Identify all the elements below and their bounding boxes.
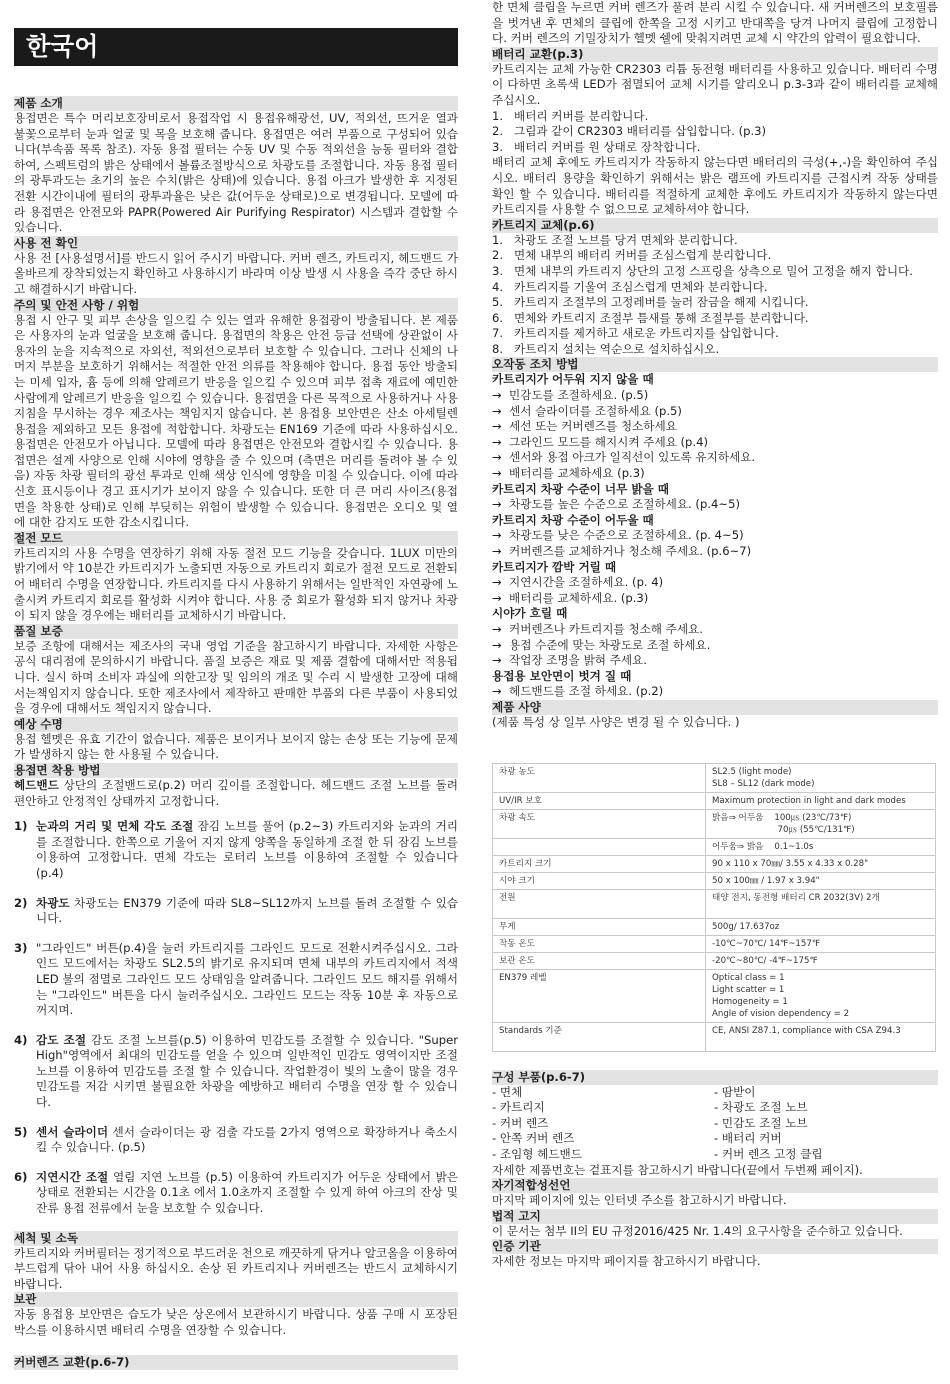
spec-value: [706, 872, 936, 889]
item-text: 그림과 같이 CR2303 배터리를 삽입합니다. (p.3): [514, 124, 767, 139]
arrow-icon: →: [492, 497, 502, 512]
trouble-item-text: 센서 슬라이더를 조절하세요 (p.5): [509, 403, 682, 418]
spec-value-line: SL2.5 (light mode): [712, 766, 792, 777]
spec-value: [706, 969, 936, 1022]
sleep-text: 카트리지의 사용 수명을 연장하기 위해 자동 절전 모드 기능을 갖습니다. 1LUX 미만의 밝기에서 약 10분간 카트리지가 노출되면 자동으로 카트리지 회로가 절전 모드로 전환되어 배터리 수명을 연장합니다. 카트리지를 다시 사용하기 위해서는 일반적인 자연광에 노출시켜 카트리지 회로를 활성화 시켜야 합니다. 사용 중 회로가 활성화 되지 않거나 차광이 되지 않을 경우에는 배터리를 교체하시기 바랍니다.: [14, 545, 458, 623]
step-text: 감도 조절 노브를(p.5) 이용하여 민감도를 조절할 수 있습니다. "Super High"영역에서 최대의 민감도를 얻을 수 있으며 일반적인 민감도 영역이지만 조절 노브를 이용하여 민감도를 조절 할 수 있습니다. 작업환경이 빛의 노출이 많을 경우 민감도를 저감 시키면 불필요한 차광을 예방하고 배터리 수명을 연장 할 수 있습니다.: [36, 1032, 458, 1110]
part-item: - 커버 렌즈 고정 클립: [714, 1146, 823, 1161]
step-number: 6): [14, 1169, 28, 1184]
section-heading-troubleshooting: 오작동 조치 방법: [492, 357, 938, 372]
trouble-item-text: 민감도를 조절하세요. (p.5): [509, 388, 649, 403]
spec-key: Standards 기준: [493, 1022, 706, 1051]
item-text: 면체 내부의 배터리 커버를 조심스럽게 분리합니다.: [514, 248, 772, 263]
spec-table: [492, 763, 936, 1052]
step-label: 지연시간 조절: [36, 1169, 109, 1184]
step-number: 2): [14, 895, 28, 910]
item-number: 5.: [492, 295, 504, 310]
cover-lens-text: 한 면체 클립을 누르면 커버 렌즈가 풀려 분리 시킬 수 있습니다. 새 커버렌즈의 보호필름을 벗겨낸 후 면체의 클립에 한쪽을 고정 시키고 반대쪽을 당겨 나머지 클립에 고정합니다. 커버 렌즈의 기밀장치가 헬멧 쉘에 맞춰지려면 교체 시 약간의 압력이 필요합니다.: [492, 0, 938, 46]
trouble-heading: 카트리지가 어두워 지지 않을 때: [492, 372, 654, 387]
parts-note: 자세한 제품번호는 겉표지를 참고하시기 바랍니다(끝에서 두번째 페이지).: [492, 1162, 863, 1177]
spec-key: 시야 크기: [493, 872, 706, 889]
spec-row: [493, 918, 936, 935]
step-number: 1): [14, 819, 28, 834]
step-text: 잠김 노브를 풀어 (p.2~3) 카트리지와 눈과의 거리를 조절합니다. 한쪽으로 기울어 지지 않게 양쪽을 동일하게 조절 한 뒤 잠김 노브를 이용하여 고정합니다. 면체 각도는 로터리 노브를 이용하여 조절할 수 있습니다(p.4): [36, 819, 459, 880]
part-item: - 배터리 커버: [714, 1131, 782, 1146]
spec-value: [706, 838, 936, 855]
declaration-text: 마지막 페이지에 있는 인터넷 주소를 참고하시기 바랍니다.: [492, 1193, 787, 1208]
trouble-item-text: 헤드밴드를 조절 하세요. (p.2): [509, 684, 664, 699]
spec-key: UV/IR 보호: [493, 792, 706, 809]
spec-value-line: Homogeneity = 1: [712, 996, 788, 1007]
spec-value: [706, 889, 936, 918]
arrow-icon: →: [492, 466, 502, 481]
spec-value: [706, 1022, 936, 1051]
headband-text: [14, 778, 458, 809]
parts-list: [492, 1085, 938, 1163]
step-body: [36, 896, 458, 927]
trouble-item: [492, 388, 938, 404]
trouble-item-text: 그라인드 모드를 해지시켜 주세요 (p.4): [509, 434, 709, 449]
step-body: [36, 819, 458, 881]
spec-value-line: SL8 – SL12 (dark mode): [712, 778, 815, 789]
step-number: 5): [14, 1124, 28, 1139]
wearing-step: [14, 819, 458, 881]
item-number: 2.: [492, 248, 504, 263]
trouble-item-text: 커버렌즈나 카트리지를 청소해 주세요.: [509, 621, 703, 636]
wearing-step: [14, 1170, 458, 1217]
item-number: 3.: [492, 139, 504, 154]
spec-key: [493, 838, 706, 855]
list-item: [492, 295, 938, 311]
arrow-icon: →: [492, 637, 502, 652]
trouble-item: [492, 419, 938, 435]
step-label: 감도 조절: [36, 1032, 87, 1047]
spec-value-line: CE, ANSI Z87.1, compliance with CSA Z94.3: [712, 1025, 901, 1036]
section-heading-cleaning: 세척 및 소독: [14, 1231, 458, 1246]
list-item: [492, 140, 938, 156]
spec-value: [706, 952, 936, 969]
arrow-icon: →: [492, 684, 502, 699]
step-body: [36, 1033, 458, 1111]
part-item: - 민감도 조절 노브: [714, 1115, 808, 1130]
spec-row: [493, 889, 936, 918]
step-text: 차광도는 EN379 기준에 따라 SL8~SL12까지 노브를 돌려 조절할 수 있습니다.: [36, 895, 458, 926]
spec-key: 전원: [493, 889, 706, 918]
list-item: [492, 248, 938, 264]
item-number: 1.: [492, 232, 504, 247]
step-text: 열림 지연 노브를 (p.5) 이용하여 카트리지가 어두운 상태에서 밝은 상태로 전환되는 시간을 0.1초 에서 1.0초까지 조절할 수 있게 하여 아크의 잔상 및 잔류 용접 전류에서 눈을 보호할 수 있습니다.: [36, 1169, 458, 1216]
list-item: [492, 233, 938, 249]
item-number: 7.: [492, 326, 504, 341]
list-item: [492, 124, 938, 140]
cleaning-text: 카트리지와 커버필터는 정기적으로 부드러운 천으로 깨끗하게 닦거나 알코올을 이용하여 부드럽게 닦아 내어 사용 하십시오. 손상 된 카트리지나 커버렌즈는 반드시 교체하시기 바랍니다.: [14, 1245, 458, 1291]
spec-row: [493, 792, 936, 809]
list-item: [492, 280, 938, 296]
trouble-item: [492, 404, 938, 420]
step-label: 센서 슬라이더: [36, 1124, 109, 1139]
trouble-item: [492, 497, 938, 513]
step-body: [36, 941, 458, 1019]
spec-row: [493, 935, 936, 952]
trouble-heading: 카트리지 차광 수준이 너무 밝을 때: [492, 481, 669, 496]
arrow-icon: →: [492, 403, 502, 418]
spec-value: [706, 918, 936, 935]
step-label: 눈과의 거리 및 면체 각도 조절: [36, 819, 194, 834]
section-heading-warning: 주의 및 안전 사항 / 위험: [14, 298, 458, 313]
warning-text: 용접 시 안구 및 피부 손상을 일으킬 수 있는 열과 유해한 용접광이 방출됩니다. 본 제품은 사용자의 눈과 얼굴을 보호해 줍니다. 용접면의 착용은 안전 등급 선택에 상관없이 사용자의 눈을 지속적으로 자외선, 적외선으로부터 보호할 수 있습니다. 그러나 신체의 나머지 부분을 보호하기 위해서는 적절한 안전 의류를 착용해야 합니다. 용접 동안 방출되는 미세 입자, 흄 등에 의해 알레르기 반응을 일으킬 수 있으며 피부 접촉 재료에 예민한 사람에게 알레르기 반응을 일으킬 수 있습니다. 용접면을 다른 목적으로 사용하거나 사용 지침을 무시하는 경우 제조사는 책임지지 않습니다. 본 용접용 보안면은 산소 아세틸렌 용접을 제외하고 모든 용접에 적합합니다. 차광도는 EN169 기준에 따라 사용하십시오. 용접면은 안전모가 아닙니다. 모델에 따라 용접면은 안전모와 결합시킬 수 있습니다. 용접면은 설계 사양으로 인해 시야에 영향을 줄 수 있으며 (측면은 머리를 돌려야 볼 수 있음) 자동 차광 필터의 광선 투과로 인해 색상 인식에 영향을 미칠 수 있습니다. 이에 따라 신호 표시등이나 경고 표시기가 보이지 않을 수 있습니다. 또한 더 큰 머리 사이즈(용접면을 착용한 상태)로 인해 부딪히는 위험이 발생할 수 있습니다. 용접면은 오디오 및 열에 대한 감지도 또한 감소시킵니다.: [14, 312, 458, 530]
trouble-item: [492, 528, 938, 544]
trouble-item-text: 차광도를 낮은 수준으로 조절하세요. (p. 4~5): [509, 528, 744, 543]
item-text: 카트리지 설치는 역순으로 설치하십시오.: [514, 341, 720, 356]
trouble-heading: 카트리지가 깜박 거릴 때: [492, 559, 617, 574]
battery-text-2: 배터리 교체 후에도 카트리지가 작동하지 않는다면 배터리의 극성(+,-)을 확인하여 주십시오. 배터리 용량을 확인하기 위해서는 밝은 램프에 카트리지를 근접시켜 작동 상태를 확인 할 수 있습니다. 배터리를 적절하게 교체한 후에도 카트리지가 작동하지 않는다면 카트리지를 사용할 수 없으므로 교체하셔야 합니다.: [492, 155, 938, 217]
trouble-item-text: 지연시간을 조절하세요. (p. 4): [509, 575, 664, 590]
section-heading-storage: 보관: [14, 1292, 458, 1307]
trouble-item: [492, 622, 938, 638]
spec-value-line: Light scatter = 1: [712, 984, 785, 995]
step-text: "그라인드" 버튼(p.4)을 눌러 카트리지를 그라인드 모드로 전환시켜주십시오. 그라인드 모드에서는 차광도 SL2.5의 밝기로 유지되며 면체 내부의 카트리지에서 적색 LED 불의 점멸로 그라인드 모드 상태임을 알려줍니다. 그라인드 모드 해지를 위해서는 "그라인드" 버튼을 다시 눌러주십시오. 그라인드 모드는 작동 10분 후 자동으로 꺼지며.: [36, 940, 458, 1018]
part-item: - 조임형 헤드밴드: [492, 1146, 582, 1161]
spec-value-line: 50 x 100㎜ / 1.97 x 3.94": [712, 875, 820, 886]
spec-key: 무게: [493, 918, 706, 935]
spec-key: 차광 속도: [493, 809, 706, 838]
arrow-icon: →: [492, 653, 502, 668]
spec-value-line: -10℃~70℃/ 14℉~157℉: [712, 938, 820, 949]
spec-note: (제품 특성 상 일부 사양은 변경 될 수 있습니다. ): [492, 714, 740, 729]
headband-label: 헤드밴드: [14, 777, 59, 792]
storage-text: 자동 용접용 보안면은 습도가 낮은 상온에서 보관하시기 바랍니다. 상품 구매 시 포장된 박스를 이용하시면 배터리 수명을 연장할 수 있습니다.: [14, 1307, 458, 1337]
trouble-item-text: 배터리를 교체하세요. (p.3): [509, 590, 649, 605]
item-text: 카트리지 조절부의 고정레버를 눌러 잠금을 해제 시킵니다.: [514, 295, 809, 310]
section-heading-declaration: 자기적합성선언: [492, 1178, 938, 1193]
list-item: [492, 109, 938, 125]
trouble-heading: 카트리지 차광 수준이 어두울 때: [492, 512, 654, 527]
item-number: 2.: [492, 124, 504, 139]
section-heading-cover-lens: 커버렌즈 교환(p.6-7): [14, 1355, 458, 1370]
page-title: 한국어: [14, 28, 458, 66]
section-heading-warranty: 품질 보증: [14, 624, 458, 639]
section-heading-spec: 제품 사양: [492, 700, 938, 715]
trouble-item: [492, 450, 938, 466]
section-heading-lifetime: 예상 수명: [14, 717, 458, 732]
trouble-item-text: 센서와 용접 아크가 일직선이 있도록 유지하세요.: [509, 450, 756, 465]
spec-value-line: 90 x 110 x 70㎜/ 3.55 x 4.33 x 0.28": [712, 858, 869, 869]
troubleshooting-list: [492, 372, 938, 699]
arrow-icon: →: [492, 388, 502, 403]
item-text: 면체와 카트리지 조절부 틈새를 통해 조절부를 분리합니다.: [514, 310, 809, 325]
spec-value-line: 70㎲ (55℃/131℉): [712, 824, 855, 835]
trouble-item: [492, 575, 938, 591]
legal-text: 이 문서는 첨부 II의 EU 규정2016/425 Nr. 1.4의 요구사항을 준수하고 있습니다.: [492, 1223, 903, 1238]
item-text: 카트리지를 제거하고 새로운 카트리지를 삽입합니다.: [514, 326, 779, 341]
item-text: 면체 내부의 카트리지 상단의 고정 스프링을 상측으로 밀어 고정을 해지 합니다.: [514, 263, 913, 278]
section-heading-wearing: 용접면 착용 방법: [14, 763, 458, 778]
left-column: [14, 0, 458, 1370]
arrow-icon: →: [492, 528, 502, 543]
part-item: - 카트리지: [492, 1100, 545, 1115]
spec-value: [706, 935, 936, 952]
item-text: 배터리 커버를 원 상태로 장착합니다.: [514, 139, 701, 154]
spec-row: [493, 855, 936, 872]
step-number: 3): [14, 940, 28, 955]
list-item: [492, 311, 938, 327]
item-text: 카트리지를 기울여 조심스럽게 면체와 분리합니다.: [514, 279, 768, 294]
wearing-step: [14, 1125, 458, 1156]
check-text: 사용 전 [사용설명서]를 반드시 읽어 주시기 바랍니다. 커버 렌즈, 카트리지, 헤드밴드 가 올바르게 장착되었는지 확인하고 사용하시기 바라며 이상 발생 시 사용을 즉각 중단 하시고 해결하시기 바랍니다.: [14, 250, 458, 296]
item-number: 6.: [492, 310, 504, 325]
trouble-item: [492, 435, 938, 451]
step-body: [36, 1170, 458, 1217]
trouble-item-text: 배터리를 교체하세요 (p.3): [509, 466, 645, 481]
spec-value-line: 밝음⇒ 어두움 100㎲ (23℃/73℉): [712, 812, 852, 823]
step-body: [36, 1125, 458, 1156]
spec-value-line: [712, 1037, 929, 1049]
wearing-step: [14, 941, 458, 1019]
trouble-item-text: 용접 수준에 맞는 차광도로 조절 하세요.: [509, 637, 711, 652]
section-heading-parts: 구성 부품(p.6-7): [492, 1070, 938, 1085]
trouble-item-text: 작업장 조명을 밝혀 주세요.: [509, 653, 647, 668]
spec-value-line: [712, 904, 929, 916]
arrow-icon: →: [492, 419, 502, 434]
section-heading-cartridge: 카트리지 교체(p.6): [492, 218, 938, 233]
part-item: - 차광도 조절 노브: [714, 1100, 808, 1115]
arrow-icon: →: [492, 590, 502, 605]
lifetime-text: 용접 헬멧은 유효 기간이 없습니다. 제품은 보이거나 보이지 않는 손상 또는 기능에 문제가 발생하지 않는 한 사용될 수 있습니다.: [14, 731, 458, 762]
item-number: 1.: [492, 108, 504, 123]
spec-value-line: -20℃~80℃/ -4℉~175℉: [712, 955, 818, 966]
spec-row: [493, 1022, 936, 1051]
spec-key: 보관 온도: [493, 952, 706, 969]
spec-value-line: 500g/ 17.637oz: [712, 921, 780, 932]
arrow-icon: →: [492, 434, 502, 449]
spec-row: [493, 872, 936, 889]
item-number: 4.: [492, 279, 504, 294]
wearing-step: [14, 1033, 458, 1111]
section-heading-battery: 배터리 교환(p.3): [492, 47, 938, 62]
section-heading-check: 사용 전 확인: [14, 236, 458, 251]
trouble-heading: 용접용 보안면이 벗겨 질 때: [492, 668, 632, 683]
spec-value: [706, 792, 936, 809]
part-item: - 안쪽 커버 렌즈: [492, 1131, 575, 1146]
spec-key: 작동 온도: [493, 935, 706, 952]
spec-value-line: Angle of vision dependency = 2: [712, 1008, 850, 1019]
trouble-item: [492, 684, 938, 700]
spec-row: [493, 763, 936, 792]
spec-key: EN379 레벨: [493, 969, 706, 1022]
part-item: - 커버 렌즈: [492, 1115, 549, 1130]
cartridge-steps: [492, 233, 938, 358]
list-item: [492, 264, 938, 280]
step-number: 4): [14, 1032, 28, 1047]
trouble-item-text: 커버렌즈를 교체하거나 청소해 주세요. (p.6~7): [509, 544, 752, 558]
arrow-icon: →: [492, 544, 502, 558]
section-heading-intro: 제품 소개: [14, 96, 458, 111]
spec-value: [706, 763, 936, 792]
spec-key: 카트리지 크기: [493, 855, 706, 872]
trouble-item-text: 세선 또는 커버렌즈를 청소하세요: [509, 419, 677, 434]
list-item: [492, 342, 938, 358]
spec-value-line: 어두움⇒ 밝음 0.1~1.0s: [712, 841, 814, 852]
item-number: 8.: [492, 341, 504, 356]
trouble-item: [492, 544, 938, 560]
section-heading-sleep: 절전 모드: [14, 531, 458, 546]
wearing-steps: [14, 819, 458, 1216]
trouble-item-text: 차광도를 높은 수준으로 조절하세요. (p.4~5): [509, 497, 740, 512]
trouble-item: [492, 466, 938, 482]
battery-steps: [492, 109, 938, 156]
spec-value-line: Maximum protection in light and dark modes: [712, 795, 906, 806]
intro-text: 용접면은 특수 머리보호장비로서 용접작업 시 용접유해광선, UV, 적외선, 뜨거운 열과 불꽃으로부터 눈과 얼굴 및 목을 보호해 줍니다. 용접면은 여러 부품으로 구성되어 있습니다(부속품 목록 참조). 자동 용접 필터는 수동 UV 및 수동 적외선을 능동 필터와 결합하여, 스펙트럼의 밝은 상태에서 볼륨조절방식으로 차광도를 조절합니다. 자동 용접 필터의 광투과도는 초기의 높은 수치(밝은 상태)에 있습니다. 용접 아크가 발생한 후 지정된 전환 시간이내에 필터의 광투과율은 낮은 값(어두운 상태로)으로 변경됩니다. 모델에 따라 용접면은 안전모와 PAPR(Powered Air Purifying Respirator) 시스템과 결합할 수 있습니다.: [14, 111, 458, 235]
spec-key: 차광 농도: [493, 763, 706, 792]
arrow-icon: →: [492, 450, 502, 465]
item-number: 3.: [492, 263, 504, 278]
spec-row: [493, 809, 936, 838]
step-label: 차광도: [36, 895, 70, 910]
right-column: [492, 0, 938, 1270]
trouble-heading: 시야가 흐릴 때: [492, 606, 568, 621]
spec-value: [706, 809, 936, 838]
arrow-icon: →: [492, 621, 502, 636]
item-text: 차광도 조절 노브를 당겨 면체와 분리합니다.: [514, 232, 738, 247]
list-item: [492, 326, 938, 342]
section-heading-certification: 인증 기관: [492, 1239, 938, 1254]
headband-description: 상단의 조절밴드로(p.2) 머리 깊이를 조절합니다. 헤드밴드 조절 노브를 돌려 편안하고 안정적인 상태까지 고정합니다.: [14, 777, 458, 808]
spec-row: [493, 838, 936, 855]
step-text: 센서 슬라이더는 광 검출 각도를 2가지 영역으로 확장하거나 축소시킬 수 있습니다. (p.5): [36, 1124, 459, 1155]
spec-row: [493, 969, 936, 1022]
trouble-item: [492, 638, 938, 654]
item-text: 배터리 커버를 분리합니다.: [514, 108, 649, 123]
spec-value: [706, 855, 936, 872]
arrow-icon: →: [492, 575, 502, 590]
spec-value-line: 태양 전지, 동전형 배터리 CR 2032(3V) 2개: [712, 892, 880, 903]
certification-text: 자세한 정보는 마지막 페이지를 참고하시기 바랍니다.: [492, 1254, 761, 1269]
spec-value-line: Optical class = 1: [712, 972, 785, 983]
spec-row: [493, 952, 936, 969]
part-item: - 면체: [492, 1084, 523, 1099]
trouble-item: [492, 653, 938, 669]
battery-text: 카트리지는 교체 가능한 CR2303 리튬 동전형 배터리를 사용하고 있습니다. 배터리 수명이 다하면 초록색 LED가 점멸되어 교체 시기를 알리오니 p.3-3과 같이 배터리를 교체해 주십시오.: [492, 61, 938, 107]
trouble-item: [492, 591, 938, 607]
warranty-text: 보증 조항에 대해서는 제조사의 국내 영업 기준을 참고하시기 바랍니다. 자세한 사항은 공식 대리점에 문의하시기 바랍니다. 품질 보증은 재료 및 제품 결함에 대해서만 적용됩니다. 실시 하며 소비자 과실에 의한고장 및 임의의 개조 및 수리 시 발생한 고장에 대해서는책임지지 않습니다. 또한 제조사에서 제작하고 판매한 부품외 다른 부품이 사용되었을 경우에 대해서도 책임지지 않습니다.: [14, 638, 458, 716]
wearing-step: [14, 896, 458, 927]
section-heading-legal: 법적 고지: [492, 1209, 938, 1224]
part-item: - 땀받이: [714, 1084, 756, 1099]
